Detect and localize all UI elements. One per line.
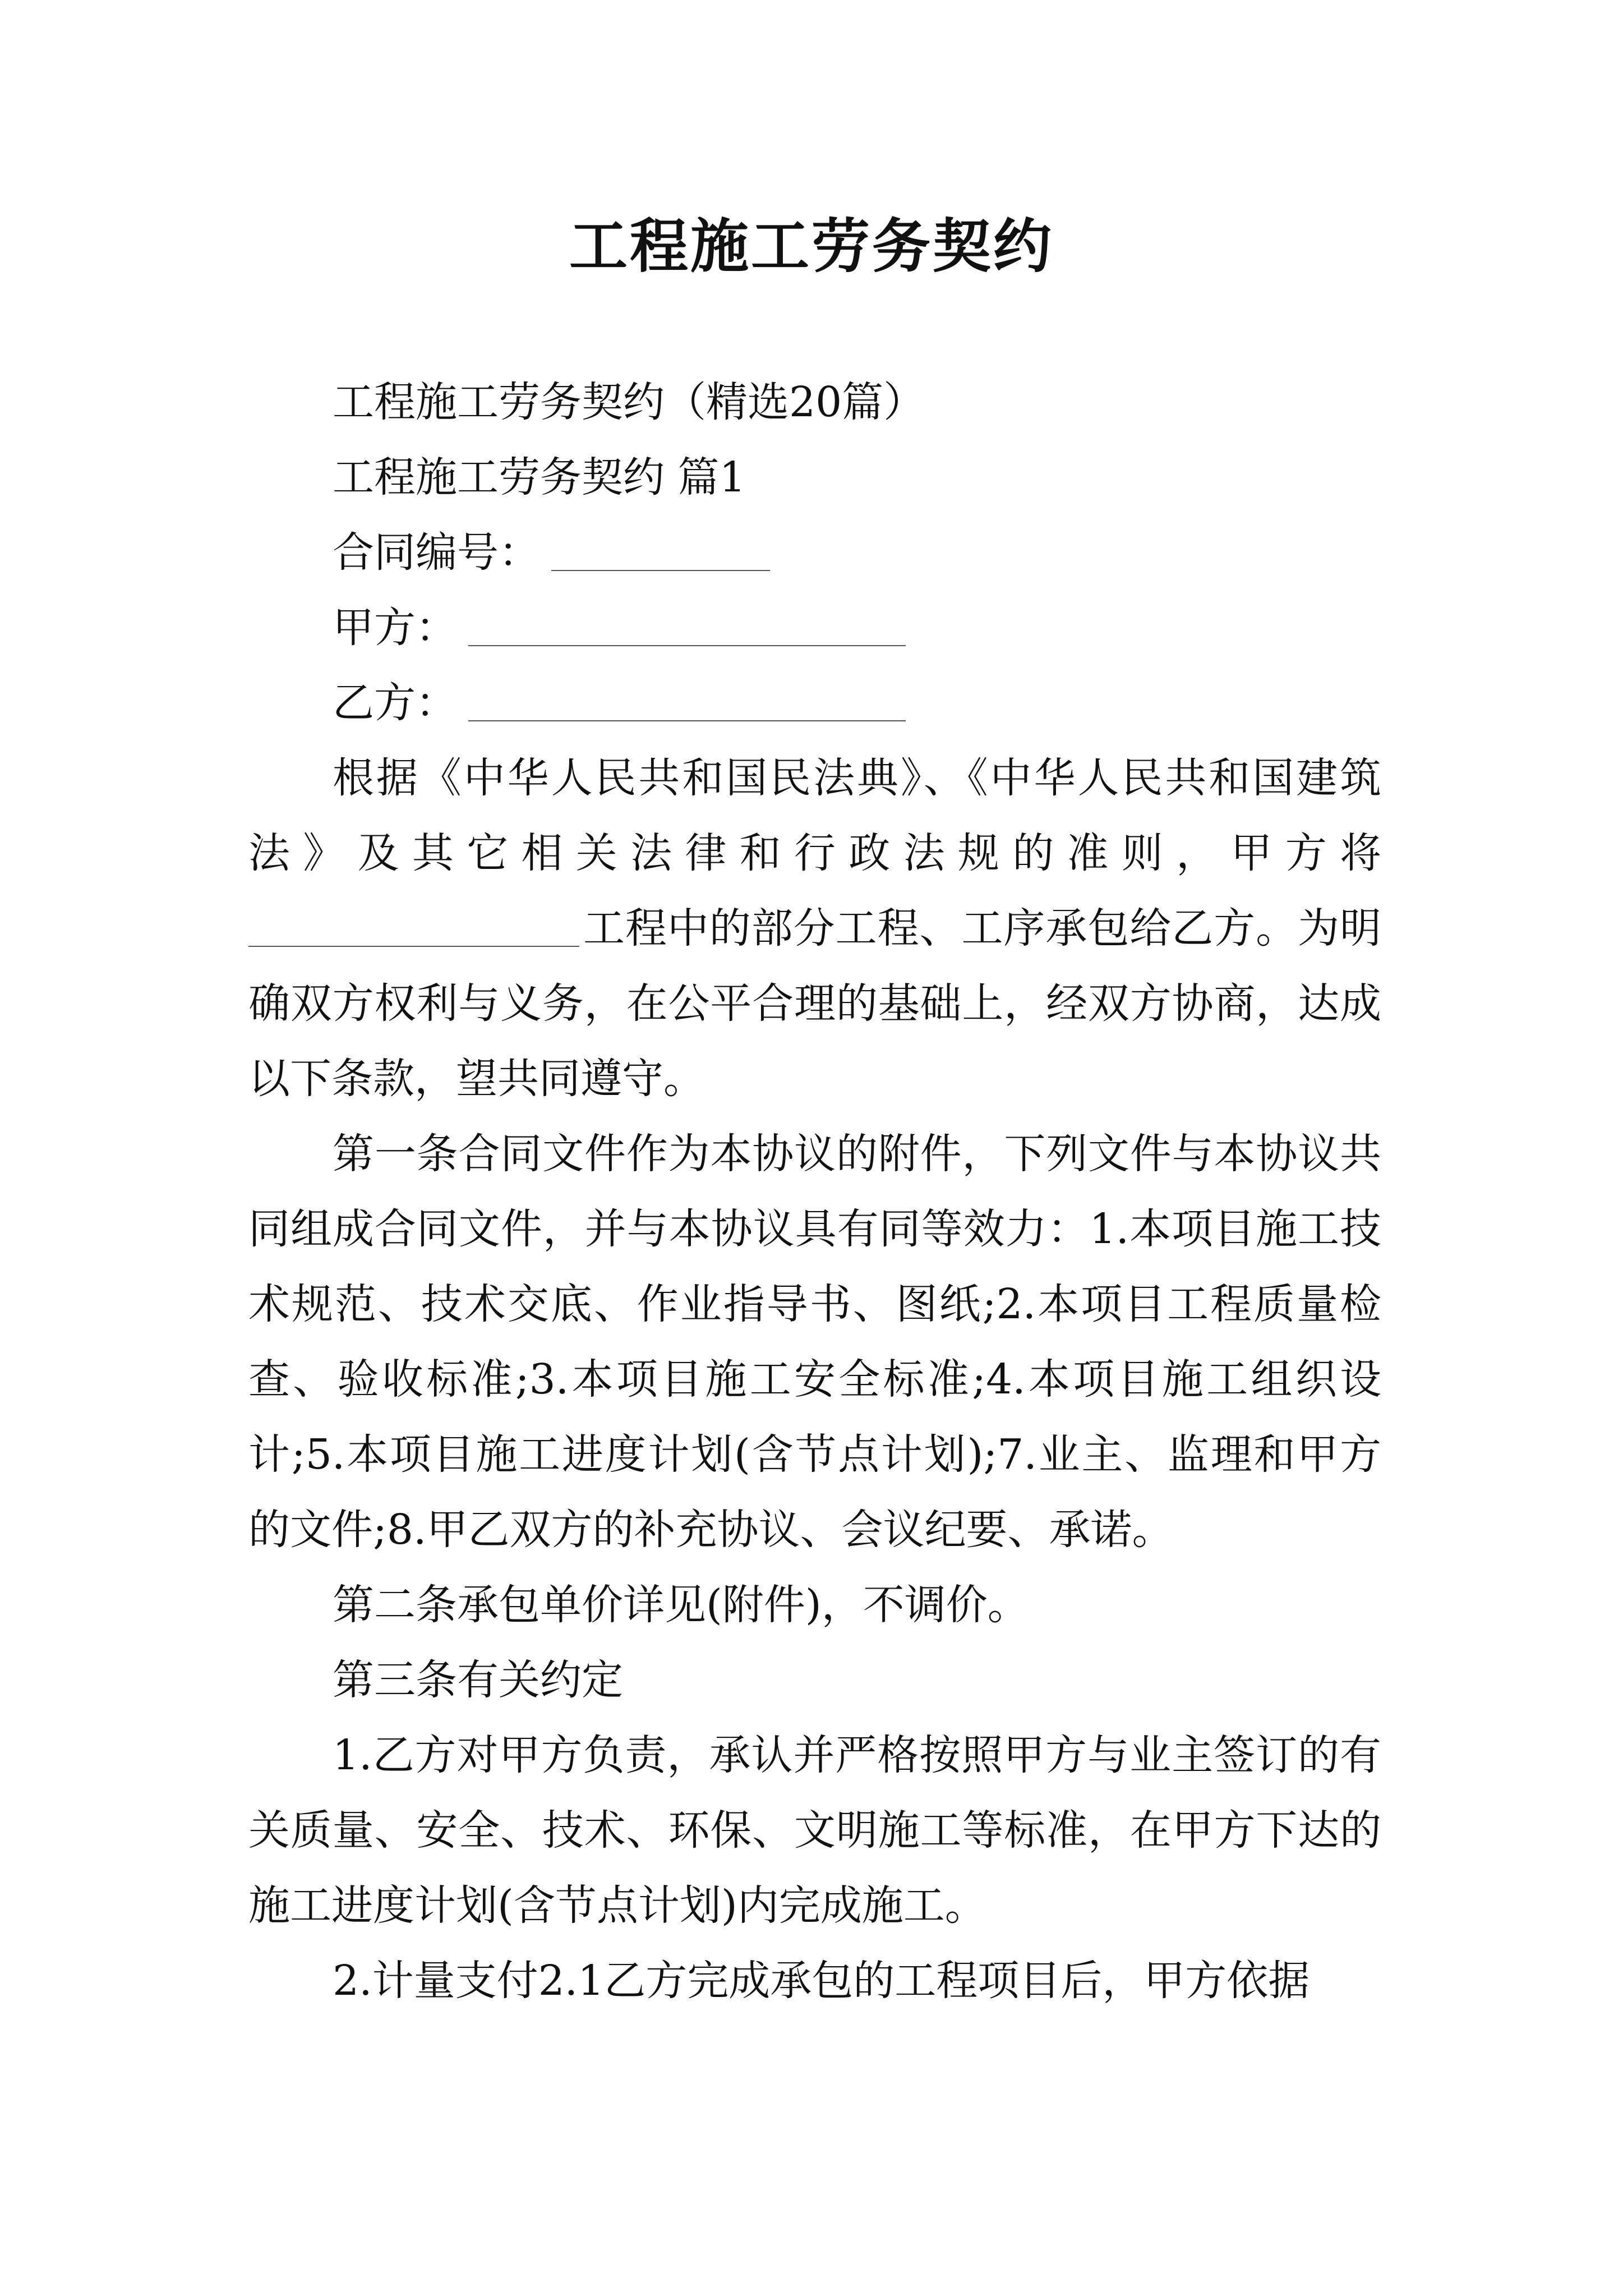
subtitle: 工程施工劳务契约（精选20篇） [333,378,925,426]
intro-paragraph [248,740,1381,1116]
party-b-label: 乙方： [333,679,457,727]
section-heading: 工程施工劳务契约 篇1 [333,453,746,501]
article-3: 第三条有关约定 [333,1656,623,1704]
contract-number-blank [551,536,770,571]
intro-text-1: 根据《中华人民共和国民法典》、《中华人民共和国建筑法》及其它相关法律和行政法规的准则，甲方将 [248,754,1381,877]
document-title: 工程施工劳务契约 [569,211,1054,280]
party-b-blank [468,687,906,721]
contract-number-label: 合同编号： [333,528,540,577]
party-a-blank [468,611,906,646]
party-b-line [248,665,1381,740]
document-body [248,365,1381,2018]
party-a-line [248,590,1381,665]
article-3-item-2: 2.计量支付2.1乙方完成承包的工程项目后，甲方依据 [333,1957,1310,2005]
article-2: 第二条承包单价详见(附件)，不调价。 [333,1581,1029,1629]
intro-text-2: 工程中的部分工程、工序承包给乙方。为明确双方权利与义务，在公平合理的基础上，经双方协商，达成以下条款，望共同遵守。 [248,904,1381,1103]
contract-number-line [248,515,1381,590]
article-1: 第一条合同文件作为本协议的附件，下列文件与本协议共同组成合同文件，并与本协议具有同等效力：1.本项目施工技术规范、技术交底、作业指导书、图纸;2.本项目工程质量检查、验收标准;3.本项目施工安全标准;4.本项目施工组织设计;5.本项目施工进度计划(含节点计划);7.业主、监理和甲方的文件;8.甲乙双方的补充协议、会议纪要、承诺。 [248,1130,1381,1554]
project-name-blank [248,912,579,947]
party-a-label: 甲方： [333,604,457,652]
article-3-item-1: 1.乙方对甲方负责，承认并严格按照甲方与业主签订的有关质量、安全、技术、环保、文明施工等标准，在甲方下达的施工进度计划(含节点计划)内完成施工。 [248,1731,1381,1930]
